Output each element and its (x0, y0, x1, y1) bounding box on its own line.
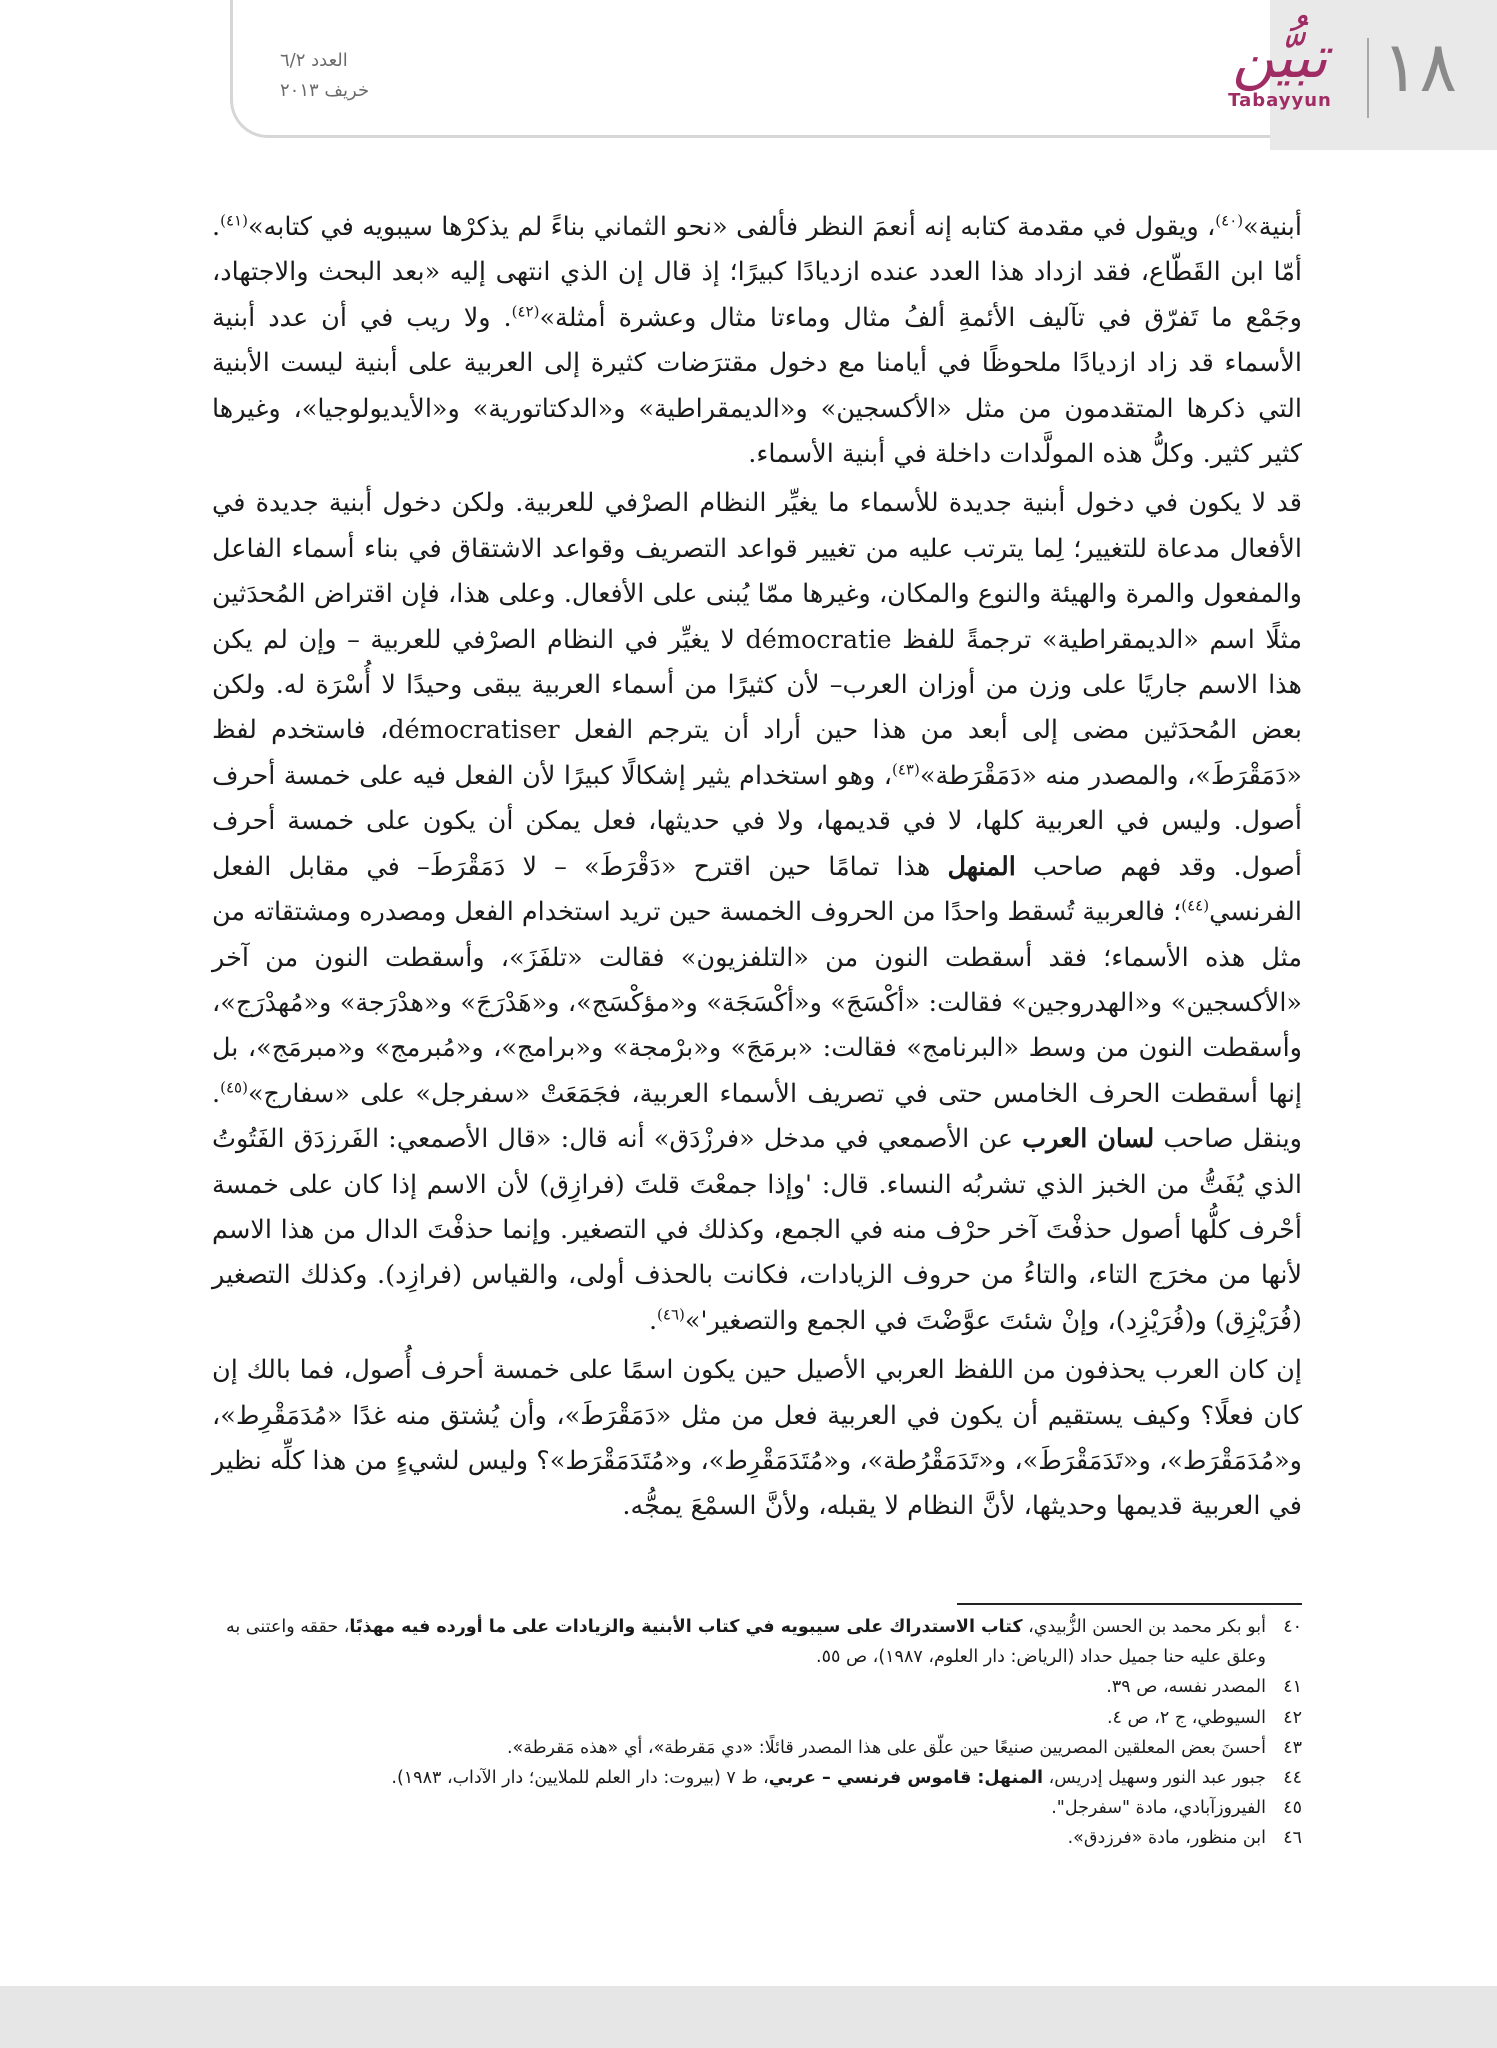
footnote (212, 1733, 1302, 1763)
text-run: عن الأصمعي في مدخل «فرزْدَق» أنه قال: «قال الأصمعي: الفَرزدَق الفَتُوتُ الذي يُفَتُّ من الخبز الذي تشربُه النساء. قال: 'وإذا جمعْتَ قلتَ (فرازِق) لأن الاسم إذا كان على خمسة أحْرف كلُّها أصول حذفْتَ آخر حرْف منه في الجمع، وكذلك في التصغير. وإنما حذفْتَ الدال من هذا الاسم لأنها من مخرَج التاء، والتاءُ من حروف الزيادات، فكانت بالحذف أولى، والقياس (فرازِد). وكذلك التصغير (فُرَيْزِق) و(فُرَيْزِد)، وإنْ شئتَ عوَّضْتَ في الجمع والتصغير'» (212, 1124, 1302, 1336)
issue-season: خريف ٢٠١٣ (280, 79, 370, 101)
text-run: ابن منظور، مادة «فرزدق». (1067, 1828, 1266, 1849)
footnotes (212, 1612, 1302, 1854)
text-run: ، ويقول في مقدمة كتابه إنه أنعمَ النظر فألفى «نحو الثماني بناءً لم يذكرْها سيبويه في كتابه» (247, 212, 1216, 242)
paragraph (212, 481, 1302, 1344)
footnote-reference: (٤٣) (892, 760, 920, 779)
footnote-text (212, 1612, 1266, 1672)
footnote-reference: (٤١) (220, 211, 248, 230)
footnote-number: ٤٢ (1283, 1707, 1302, 1728)
journal-logo (1205, 23, 1355, 128)
text-run: . (648, 1305, 658, 1336)
text-run: أحسنَ بعض المعلقين المصريين صنيعًا حين علّق على هذا المصدر قائلًا: «دي مَقرطة»، أي «هذه مَقرطة». (506, 1737, 1266, 1758)
text-run: جبور عبد النور وسهيل إدريس، (1043, 1768, 1266, 1789)
footnote-number: ٤٦ (1283, 1828, 1302, 1849)
footnote-number: ٤٠ (1283, 1617, 1302, 1637)
bold-title: كتاب الاستدراك على سيبويه في كتاب الأبنية والزيادات على ما أورده فيه مهذبًا (349, 1617, 1023, 1637)
bold-title: المنهل: قاموس فرنسي – عربي (768, 1768, 1044, 1789)
footnote-text (212, 1823, 1266, 1853)
text-run: . ولا ريب في أن عدد أبنية الأسماء قد زاد ازديادًا ملحوظًا في أيامنا مع دخول مقترَضات كثيرة إلى العربية على أبنية ليست الأبنية التي ذكرها المتقدمون من مثل «الأكسجين» و«الديمقراطية» و«الدكتاتورية» و«الأيديولوجيا»، وغيرها كثير كثير. وكلُّ هذه المولَّدات داخلة في أبنية الأسماء. (212, 302, 1302, 470)
footnote (212, 1823, 1302, 1853)
footnote (212, 1703, 1302, 1733)
footnote (212, 1763, 1302, 1793)
footnote-text (212, 1733, 1266, 1763)
footnote-reference: (٤٠) (1215, 211, 1244, 230)
header-frame (230, 0, 1270, 138)
text-run: الفيروزآبادي، مادة "سفرجل". (1051, 1798, 1266, 1819)
text-run: المصدر نفسه، ص ٣٩. (1106, 1677, 1266, 1698)
footnote (212, 1672, 1302, 1702)
text-run: . وينقل صاحب (212, 1078, 1302, 1155)
footnote-separator (957, 1603, 1302, 1605)
text-run: السيوطي، ج ٢، ص ٤. (1106, 1707, 1266, 1728)
footnote-text (212, 1763, 1266, 1793)
text-run: قد لا يكون في دخول أبنية جديدة للأسماء ما يغيِّر النظام الصرْفي للعربية. ولكن دخول أبنية جديدة في الأفعال مدعاة للتغيير؛ لِما يترتب عليه من تغيير قواعد التصريف وقواعد الاشتقاق في بناء أسماء الفاعل والمفعول والمرة والهيئة والنوع والمكان، وغيرها ممّا يُبنى على الأفعال. وعلى هذا، فإن اقتراض المُحدَثين مثلًا اسم «الديمقراطية» ترجمةً للفظ démocratie لا يغيِّر في النظام الصرْفي للعربية – وإن لم يكن هذا الاسم جاريًا على وزن من أوزان العرب– لأن كثيرًا من أسماء العربية يبقى وحيدًا لا أُسْرَة له. ولكن بعض المُحدَثين مضى إلى أبعد من هذا حين أراد أن يترجم الفعل démocratiser، فاستخدم لفظ «دَمَقْرَطَ»، والمصدر منه «دَمَقْرَطة» (212, 488, 1302, 791)
footnote-number: ٤٤ (1283, 1768, 1302, 1789)
footnote-reference: (٤٢) (511, 302, 540, 321)
paragraph (212, 1348, 1302, 1530)
footnote-number: ٤١ (1283, 1677, 1302, 1698)
logo-arabic: تبيُّن (1232, 23, 1328, 91)
page-number: ١٨ (1381, 26, 1457, 108)
text-run: ، حققه واعتنى به وعلق عليه حنا جميل حداد (الرياض: دار العلوم، ١٩٨٧)، ص ٥٥. (225, 1617, 1266, 1668)
text-run: ؛ فالعربية تُسقط واحدًا من الحروف الخمسة حين تريد استخدام الفعل ومصدره ومشتقاته من مثل هذه الأسماء؛ فقد أسقطت النون من «التلفزيون» فقالت «تلفَزَ»، وأسقطت النون من آخر «الأكسجين» و«الهدروجين» فقالت: «أكْسَجَ» و«أكْسَجَة» و«مؤكْسَج»، و«هَدْرَجَ» و«هدْرَجة» و«مُهدْرَج»، وأسقطت النون من وسط «البرنامج» فقالت: «برمَجَ» و«برْمجة» و«برامج»، و«مُبرمج» و«مبرمَج»، بل إنها أسقطت الحرف الخامس حتى في تصريف الأسماء العربية، فجَمَعَتْ «سفرجل» على «سفارج» (212, 897, 1302, 1109)
text-run: أبو بكر محمد بن الحسن الزُّبيدي، (1022, 1617, 1266, 1637)
footnote (212, 1793, 1302, 1823)
page-header (0, 0, 1497, 140)
footnote-reference: (٤٥) (220, 1078, 248, 1097)
logo-latin: Tabayyun (1228, 90, 1332, 111)
footnote-number: ٤٣ (1283, 1737, 1302, 1758)
footnote-text (212, 1793, 1266, 1823)
footnote-reference: (٤٤) (1181, 896, 1210, 915)
text-run: ، وهو استخدام يثير إشكالًا كبيرًا لأن الفعل فيه على خمسة أحرف أصول. وليس في العربية كلها، لا في قديمها، ولا في حديثها، فعل يمكن أن يكون على خمسة أحرف أصول. وقد فهم صاحب (212, 760, 1302, 882)
text-run: أبنية» (1243, 212, 1302, 242)
footnote-text (212, 1703, 1266, 1733)
text-run: إن كان العرب يحذفون من اللفظ العربي الأصيل حين يكون اسمًا على خمسة أحرف أُصول، فما بالك إن كان فعلًا؟ وكيف يستقيم أن يكون في العربية فعل من مثل «دَمَقْرَطَ»، وأن يُشتق منه غدًا «مُدَمَقْرِط»، و«مُدَمَقْرَط»، و«تَدَمَقْرَطَ»، و«تَدَمَقْرُطة»، و«مُتَدَمَقْرِط»، و«مُتَدَمَقْرَط»؟ وليس لشيءٍ من هذا كلِّه نظير في العربية قديمها وحديثها، لأنَّ النظام لا يقبله، ولأنَّ السمْعَ يمجُّه. (212, 1355, 1302, 1522)
paragraph (212, 205, 1302, 477)
footnote-reference: (٤٦) (657, 1305, 685, 1324)
bold-title: المنهل (947, 851, 1016, 882)
issue-number: العدد ٦/٢ (280, 50, 348, 71)
footnote-number: ٤٥ (1283, 1798, 1302, 1819)
footnote-text (212, 1672, 1266, 1702)
footnote (212, 1612, 1302, 1672)
bold-title: لسان العرب (1022, 1124, 1155, 1155)
text-run: ، ط ٧ (بيروت: دار العلم للملايين؛ دار الآداب، ١٩٨٣). (391, 1768, 769, 1789)
brand-divider (1367, 38, 1369, 118)
issue-meta (280, 46, 369, 105)
text-run: هذا تمامًا حين اقترح «دَقْرَطَ» – لا دَمَقْرَطَ– في مقابل الفعل الفرنسي (212, 851, 1302, 928)
text-run: . أمّا ابن القَطّاع، فقد ازداد هذا العدد عنده ازديادًا كبيرًا؛ إذ قال إن الذي انتهى إليه «بعد البحث والاجتهاد، وجَمْع ما تَفرّق في تآليف الأئمةِ ألفُ مثال وماءتا مثال وعشرة أمثلة» (212, 212, 1302, 333)
article-body (212, 205, 1302, 1530)
page-footer-band (0, 1986, 1497, 2048)
